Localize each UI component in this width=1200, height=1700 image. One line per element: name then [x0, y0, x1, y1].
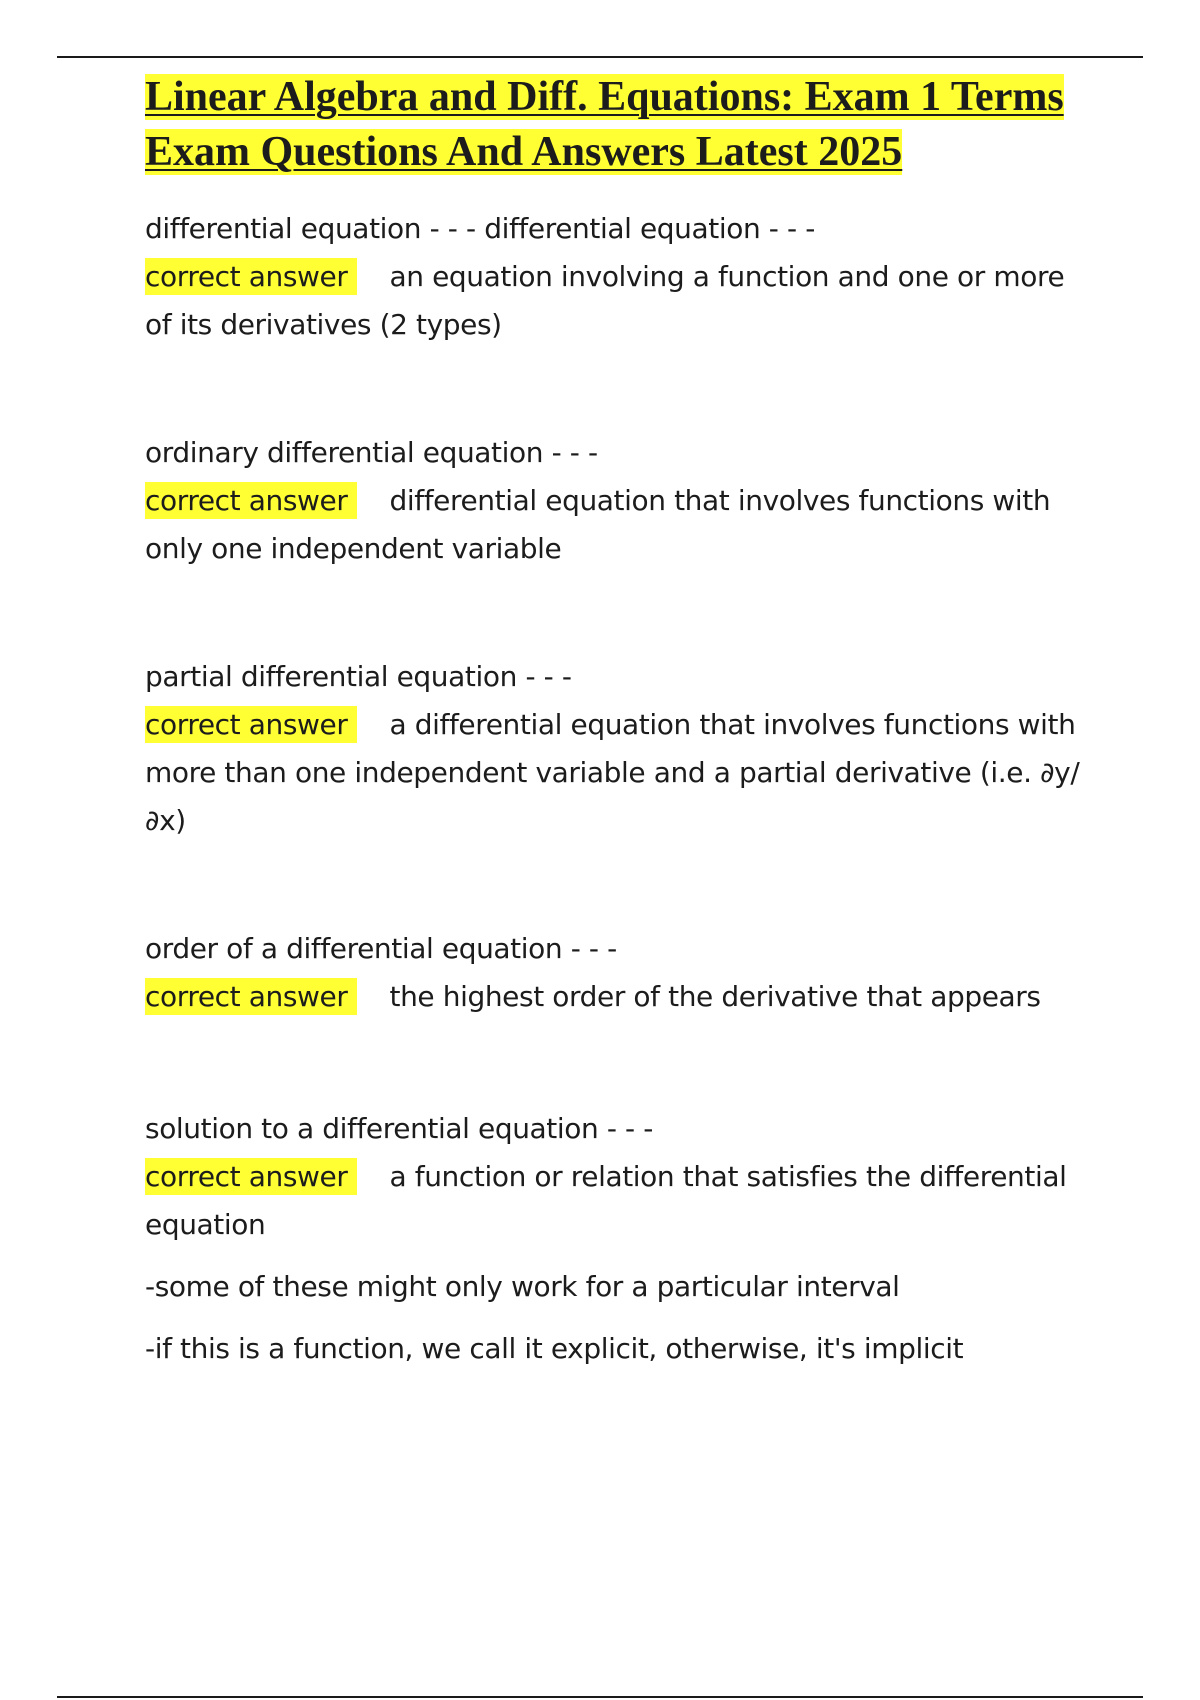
- qa-entry-4: [145, 925, 1080, 1021]
- document-body: [145, 70, 1080, 1373]
- entry-answer: [145, 973, 1080, 1021]
- entry-note: -if this is a function, we call it explicit, otherwise, it's implicit: [145, 1332, 964, 1365]
- entry-term: partial differential equation - - -: [145, 660, 572, 693]
- entry-spacer: [145, 1021, 1080, 1105]
- entry-answer: [145, 477, 1080, 573]
- document-title-text: Linear Algebra and Diff. Equations: Exam 1 Terms Exam Questions And Answers Latest 2025: [145, 74, 1064, 175]
- entry-spacer: [145, 349, 1080, 429]
- entry-term: solution to a differential equation - - -: [145, 1112, 653, 1145]
- entry-answer: [145, 701, 1080, 845]
- correct-answer-label: correct answer: [145, 1158, 357, 1195]
- correct-answer-label: correct answer: [145, 978, 357, 1015]
- qa-entry-2: [145, 429, 1080, 573]
- entry-term: order of a differential equation - - -: [145, 932, 617, 965]
- top-rule: [57, 56, 1143, 58]
- entry-answer: [145, 1153, 1080, 1249]
- correct-answer-label: correct answer: [145, 482, 357, 519]
- bottom-rule: [57, 1696, 1143, 1698]
- entry-term: differential equation - - - differential equation - - -: [145, 212, 815, 245]
- qa-entry-1: [145, 205, 1080, 349]
- entry-term: ordinary differential equation - - -: [145, 436, 598, 469]
- correct-answer-label: correct answer: [145, 706, 357, 743]
- entry-spacer: [145, 845, 1080, 925]
- entry-answer-text: a function or relation that satisfies the differential equation: [145, 1160, 1067, 1241]
- entry-answer-text: an equation involving a function and one or more of its derivatives (2 types): [145, 260, 1065, 341]
- qa-entry-5: [145, 1105, 1080, 1373]
- entry-note: -some of these might only work for a particular interval: [145, 1270, 900, 1303]
- entry-answer-text: differential equation that involves functions with only one independent variable: [145, 484, 1051, 565]
- entry-spacer: [145, 573, 1080, 653]
- entry-answer: [145, 253, 1080, 349]
- qa-entry-3: [145, 653, 1080, 845]
- correct-answer-label: correct answer: [145, 258, 357, 295]
- entry-answer-text: a differential equation that involves functions with more than one independent variable and a partial derivative (i.e. ∂y/∂x): [145, 708, 1080, 837]
- document-title: [145, 70, 1080, 180]
- entry-answer-text: the highest order of the derivative that appears: [389, 980, 1041, 1013]
